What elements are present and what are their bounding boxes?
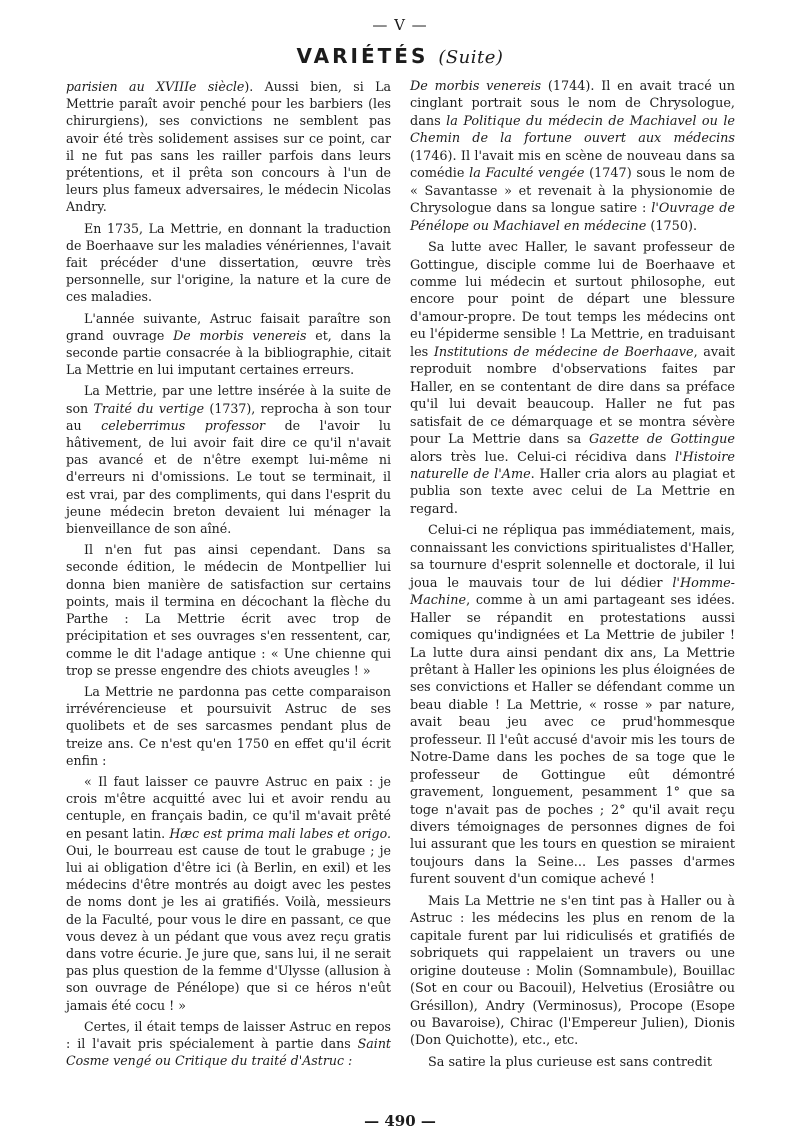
paragraph-text: . Haller cria alors au plagiat et publia son texte avec celui de La Mettrie en regard.	[410, 466, 735, 517]
paragraph-text: La Mettrie, par une lettre insérée à la suite de son	[66, 383, 391, 416]
italic-title: celeberrimus professor	[101, 417, 266, 433]
paragraph-text: Sa lutte avec Haller, le savant professeur de Gottingue, disciple comme lui de Boerhaave et comme lui médecin et surtout philosophe, eut encore pour point de départ une blessure d'amour-propre. De tout temps les médecins ont eu l'épiderme sensible ! La Mettrie, en traduisant les	[410, 240, 735, 360]
italic-title: Saint Cosme vengé ou Critique du traité d'Astruc :	[66, 1035, 391, 1069]
paragraph: Mais La Mettrie ne s'en tint pas à Haller ou à Astruc : les médecins les plus en renom de la capitale furent par lui ridiculisés et gratifiés de sobriquets qui rappelaient un travers ou une origine douteuse : Molin (Somnambule), Bouillac (Sot en cour ou Bacouil), Helvetius (Erosiâtre ou Grésillon), Andry (Verminosus), Procope (Esope ou Bavaroise), Chirac (l'Empereur Julien), Dionis (Don Quichotte), etc., etc.	[410, 893, 735, 1049]
paragraph-text: (1744). Il en avait tracé un cinglant portrait sous le nom de Chrysologue, dans	[410, 79, 736, 129]
italic-title: Gazette de Gottingue	[589, 432, 736, 448]
page-number: — 490 —	[364, 1112, 436, 1130]
paragraph-text: Oui, le bourreau est cause de tout le grabuge ; je lui ai obligation d'être ici (à Berlin, en exil) et les médecins d'être montrés au doigt avec les pestes de noms dont je les ai gratifiés. Voilà, messieurs de la Faculté, pour vous le dire en passant, ce que vous devez à un pédant que vous avez reçu gratis dans votre écurie. Je jure que, sans lui, il ne serait pas plus question de la femme d'Ulysse (allusion à son ouvrage de Pénélope) que si ce héros n'eût jamais été cocu ! »	[66, 842, 391, 1013]
italic-title: Institutions de médecine de Boerhaave	[433, 344, 694, 360]
paragraph-text: Celui-ci ne répliqua pas immédiatement, mais, connaissant les convictions spiritualistes d'Haller, sa tournure d'esprit solennelle et doctorale, il lui joua le mauvais tour de lui dédier	[410, 523, 735, 591]
paragraph-text: , comme à un ami partageant ses idées. Haller se répandit en protestations aussi comiques qu'indignées et La Mettrie de jubiler ! La lutte dura ainsi pendant dix ans, La Mettrie prêtant à Haller les opinions les plus éloignées de ses convictions et Haller se défendant comme un beau diable ! La Mettrie, « rosse » par nature, avait beau jeu avec ce prud'hommesque professeur. Il l'eût accusé d'avoir mis les tours de Notre-Dame dans les poches de sa toge que le professeur de Gottingue eût démontré gravement, longuement, pesamment 1° que sa toge n'avait pas de poches ; 2° qu'il avait reçu divers témoignages de personnes dignes de foi lui assurant que les tours en question se miraient toujours dans la Seine... Les passes d'armes furent souvent d'un comique achevé !	[410, 593, 735, 888]
paragraph-text: (1750).	[646, 218, 698, 234]
quotation	[66, 773, 391, 1014]
paragraph-text: , avait reproduit nombre d'observations faites par Haller, en se contentant de dire dans sa préface qu'il lui devait beaucoup. Haller ne fut pas satisfait de ce démarquage et se montra sévère pour La Mettrie dans sa	[410, 344, 735, 448]
left-column	[66, 78, 391, 1073]
title-text: VARIÉTÉS	[296, 44, 429, 68]
italic-title: Traité du vertige	[93, 400, 205, 416]
paragraph-text: alors très lue. Celui-ci récidiva dans	[410, 449, 675, 465]
italic-title: De morbis venereis	[173, 327, 307, 343]
italic-title: la Politique du médecin de Machiavel ou le Chemin de la fortune ouvert aux médecins	[410, 113, 736, 147]
italic-title: l'Ouvrage de Pénélope ou Machiavel en médecine	[410, 201, 735, 234]
paragraph	[410, 239, 735, 518]
paragraph	[66, 78, 391, 216]
paragraph: La Mettrie ne pardonna pas cette comparaison irrévérencieuse et poursuivit Astruc de ses quolibets et de ses sarcasmes pendant plus de treize ans. Ce n'est qu'en 1750 en effet qu'il écrit enfin :	[66, 683, 391, 768]
paragraph-text: L'année suivante, Astruc faisait paraître son grand ouvrage	[66, 310, 391, 343]
right-column	[410, 78, 735, 1075]
paragraph-text: ). Aussi bien, si La Mettrie paraît avoir penché pour les barbiers (les chirurgiens), ses convictions ne semblent pas avoir été très solidement assises sur ce point, car il ne fut pas sans les railler parfois dans leurs prétentions, et il prêta son concours à l'un de leurs plus fameux adversaires, le médecin Nicolas Andry.	[66, 79, 392, 215]
paragraph-text: (1746). Il l'avait mis en scène de nouveau dans sa comédie	[410, 148, 735, 182]
paragraph-text: (1737), reprocha à son tour au	[66, 400, 391, 433]
paragraph	[66, 1018, 391, 1070]
paragraph	[410, 522, 735, 889]
page-title	[0, 44, 800, 68]
paragraph	[410, 78, 735, 235]
paragraph-text: Certes, il était temps de laisser Astruc en repos : il l'avait pris spécialement à partie dans	[66, 1018, 391, 1051]
paragraph-text: de l'avoir lu hâtivement, de lui avoir fait dire ce qu'il n'avait pas avancé et de n'être exempt lui-même ni d'erreurs ni d'omissions. Le tout se terminait, il est vrai, par des compliments, qui dans l'esprit du jeune médecin breton devaient lui ménager la bienveillance de son aîné.	[66, 417, 392, 537]
paragraph: Il n'en fut pas ainsi cependant. Dans sa seconde édition, le médecin de Montpellier lui donna bien manière de satisfaction sur certains points, mais il termina en décochant la flèche du Parthe : La Mettrie écrit avec trop de précipitation et ses ouvrages s'en ressentent, car, comme le dit l'adage antique : « Une chienne qui trop se presse engendre des chiots aveugles ! »	[66, 542, 391, 678]
italic-title: l'Histoire naturelle de l'Ame	[410, 449, 735, 482]
italic-title: l'Homme-Machine	[410, 575, 735, 609]
italic-title: la Faculté vengée	[469, 166, 585, 182]
paragraph	[66, 310, 391, 379]
paragraph: En 1735, La Mettrie, en donnant la traduction de Boerhaave sur les maladies vénériennes, l'avait fait précéder d'une dissertation, œuvre très personnelle, sur l'origine, la nature et la cure de ces maladies.	[66, 220, 391, 305]
paragraph	[66, 382, 391, 537]
paragraph: Sa satire la plus curieuse est sans contredit	[428, 1054, 713, 1070]
title-suffix: (Suite)	[438, 47, 504, 68]
italic-title: De morbis venereis	[410, 79, 542, 94]
paragraph-text: (1747) sous le nom de « Savantasse » et revenait à la physionomie de Chrysologue dans sa longue satire :	[410, 166, 735, 217]
section-folio: — V —	[372, 16, 428, 34]
latin-quote: Hæc est prima mali labes et origo.	[169, 825, 391, 841]
paragraph-text: « Il faut laisser ce pauvre Astruc en paix : je crois m'être acquitté avec lui et avoir rendu au centuple, en français badin, ce qu'il m'avait prêté en pesant latin.	[66, 773, 391, 841]
italic-title: parisien au XVIIIe siècle	[66, 79, 245, 94]
paragraph-text: et, dans la seconde partie consacrée à la bibliographie, citait La Mettrie en lui imputant certaines erreurs.	[66, 327, 391, 378]
